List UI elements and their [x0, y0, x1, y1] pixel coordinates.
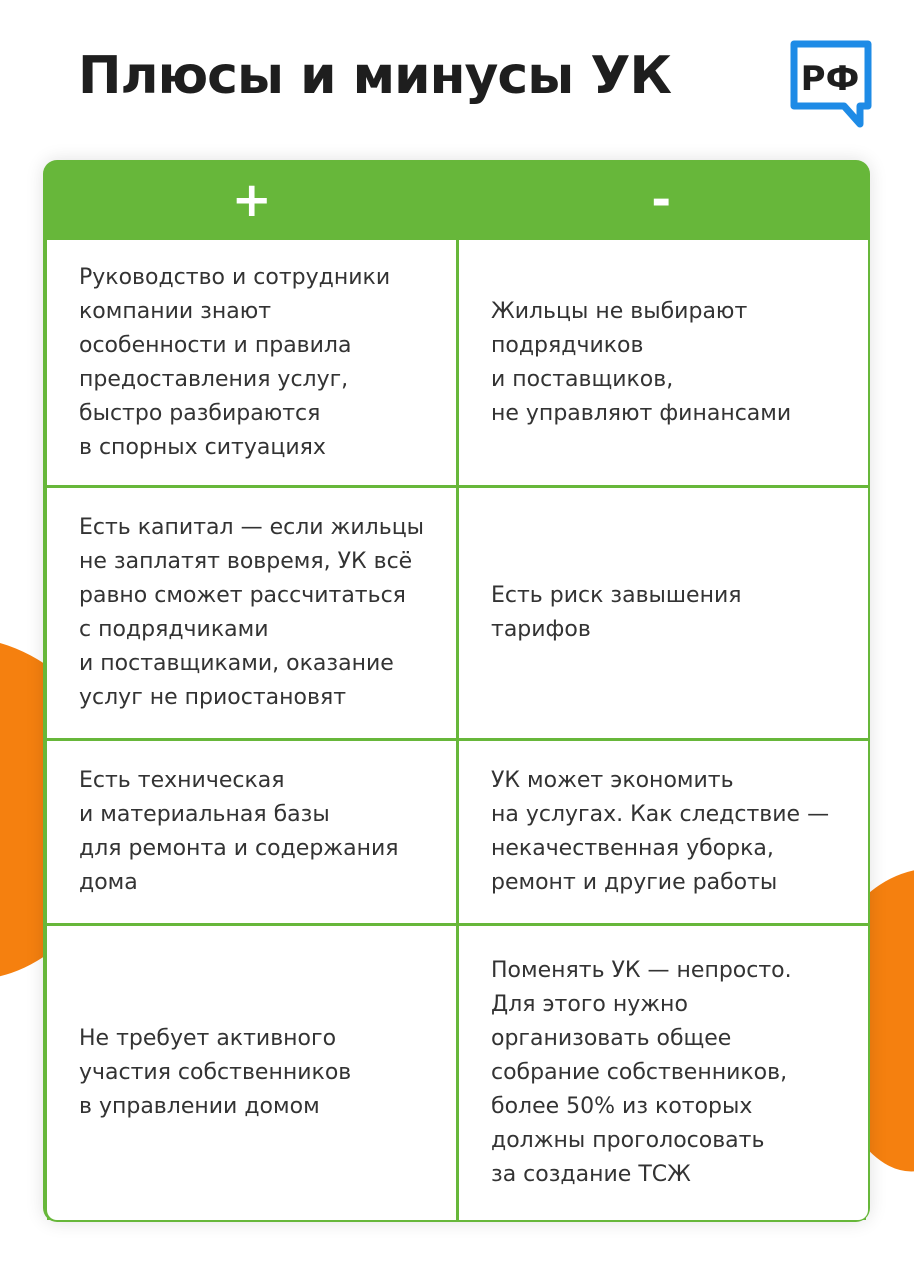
con-cell: [459, 240, 868, 485]
pro-text: Есть техническая и материальная базы для ремонта и содержания дома: [79, 768, 399, 895]
con-cell: [459, 926, 868, 1220]
con-text: Поменять УК — непросто. Для этого нужно организовать общее собрание собственников, более 50% из которых должны проголосовать за создание ТСЖ: [491, 958, 792, 1187]
con-cell: [459, 741, 868, 923]
logo-text: РФ: [800, 59, 860, 99]
rf-logo: [790, 40, 874, 130]
pro-cell: [47, 240, 456, 485]
pro-cell: [47, 741, 456, 923]
con-text: Есть риск завышения тарифов: [491, 583, 742, 642]
page-title: Плюсы и минусы УК: [78, 46, 671, 106]
con-text: Жильцы не выбирают подрядчиков и поставщиков, не управляют финансами: [491, 298, 792, 426]
pro-cell: [47, 926, 456, 1220]
pro-text: Не требует активного участия собственников в управлении домом: [79, 1026, 352, 1119]
con-text: УК может экономить на услугах. Как следствие — некачественная уборка, ремонт и другие работы: [491, 768, 830, 895]
pro-text: Есть капитал — если жильцы не заплатят вовремя, УК всё равно сможет рассчитаться с подрядчиками и поставщиками, оказание услуг не приостановят: [79, 515, 425, 710]
pro-text: Руководство и сотрудники компании знают особенности и правила предоставления услуг, быстро разбираются в спорных ситуациях: [79, 264, 391, 460]
minus-header: -: [651, 172, 672, 228]
pro-cell: [47, 488, 456, 738]
table-body: [47, 240, 866, 1220]
con-cell: [459, 488, 868, 738]
pros-cons-table: [43, 160, 870, 1222]
plus-header: +: [231, 172, 272, 228]
table-header: [47, 160, 866, 240]
